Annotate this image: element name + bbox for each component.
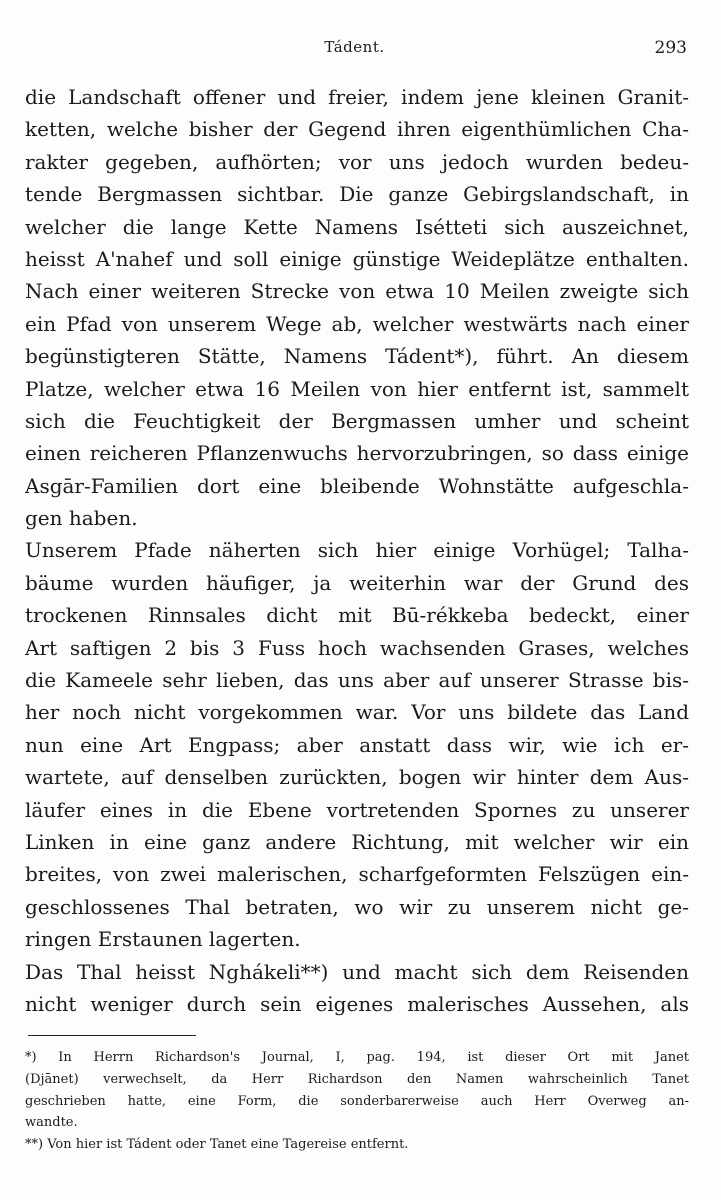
text-line: breites, von zwei malerischen, scharfgeformten Felszügen ein- <box>25 862 689 887</box>
running-title: Tádent. <box>324 38 385 56</box>
footnote-line: *) In Herrn Richardson's Journal, I, pag. 194, ist dieser Ort mit Janet <box>25 1050 689 1065</box>
body-text <box>25 81 689 1020</box>
text-line: geschlossenes Thal betraten, wo wir zu unserem nicht ge- <box>25 894 689 919</box>
footnote-line: (Djānet) verwechselt, da Herr Richardson den Namen wahrscheinlich Tanet <box>25 1071 689 1087</box>
text-line: begünstigteren Stätte, Namens Tádent*), führt. An diesem <box>25 344 689 369</box>
text-line: rakter gegeben, aufhörten; vor uns jedoch wurden bedeu- <box>25 149 689 174</box>
text-line: ein Pfad von unserem Wege ab, welcher westwärts nach einer <box>25 311 689 336</box>
text-line: Nach einer weiteren Strecke von etwa 10 Meilen zweigte sich <box>25 279 689 304</box>
text-line: Art saftigen 2 bis 3 Fuss hoch wachsenden Grases, welches <box>25 635 689 660</box>
text-line: Linken in eine ganz andere Richtung, mit welcher wir ein <box>25 829 689 854</box>
text-line: heisst A'nahef und soll einige günstige Weideplätze enthalten. <box>25 246 689 271</box>
text-line: Das Thal heisst Nghákeli**) und macht sich dem Reisenden <box>25 959 689 984</box>
text-line: ringen Erstaunen lagerten. <box>25 927 301 952</box>
text-line: die Kameele sehr lieben, das uns aber auf unserer Strasse bis- <box>25 668 689 693</box>
footnote-line: wandte. <box>25 1115 78 1131</box>
text-line: Asgār-Familien dort eine bleibende Wohnstätte aufgeschla- <box>25 473 689 498</box>
text-line: nun eine Art Engpass; aber anstatt dass wir, wie ich er- <box>25 732 689 757</box>
text-line: Platze, welcher etwa 16 Meilen von hier entfernt ist, sammelt <box>25 376 689 401</box>
text-line: die Landschaft offener und freier, indem jene kleinen Granit- <box>25 85 689 109</box>
footnote-line: **) Von hier ist Tádent oder Tanet eine Tagereise entfernt. <box>25 1137 409 1153</box>
text-line: bäume wurden häufiger, ja weiterhin war der Grund des <box>25 570 689 595</box>
text-line: welcher die lange Kette Namens Isétteti sich auszeichnet, <box>25 214 689 239</box>
text-line: gen haben. <box>25 506 138 531</box>
text-line: wartete, auf denselben zurückten, bogen wir hinter dem Aus- <box>25 765 689 790</box>
page-number: 293 <box>654 38 687 58</box>
footnotes <box>25 1047 689 1156</box>
text-line: tende Bergmassen sichtbar. Die ganze Gebirgslandschaft, in <box>25 182 689 207</box>
footnote-line: geschrieben hatte, eine Form, die sonderbarerweise auch Herr Overweg an- <box>25 1093 689 1109</box>
footnote-rule <box>28 1035 196 1036</box>
text-line: her noch nicht vorgekommen war. Vor uns bildete das Land <box>25 700 689 725</box>
text-line: ketten, welche bisher der Gegend ihren eigenthümlichen Cha- <box>25 117 689 142</box>
text-line: trockenen Rinnsales dicht mit Bū-rékkeba bedeckt, einer <box>25 603 689 628</box>
running-head <box>22 38 687 62</box>
text-line: Unserem Pfade näherten sich hier einige Vorhügel; Talha- <box>25 538 689 563</box>
text-line: sich die Feuchtigkeit der Bergmassen umher und scheint <box>25 408 689 433</box>
text-line: nicht weniger durch sein eigenes malerisches Aussehen, als <box>25 991 689 1016</box>
text-line: läufer eines in die Ebene vortretenden Spornes zu unserer <box>25 797 689 822</box>
text-line: einen reicheren Pflanzenwuchs hervorzubringen, so dass einige <box>25 441 689 466</box>
